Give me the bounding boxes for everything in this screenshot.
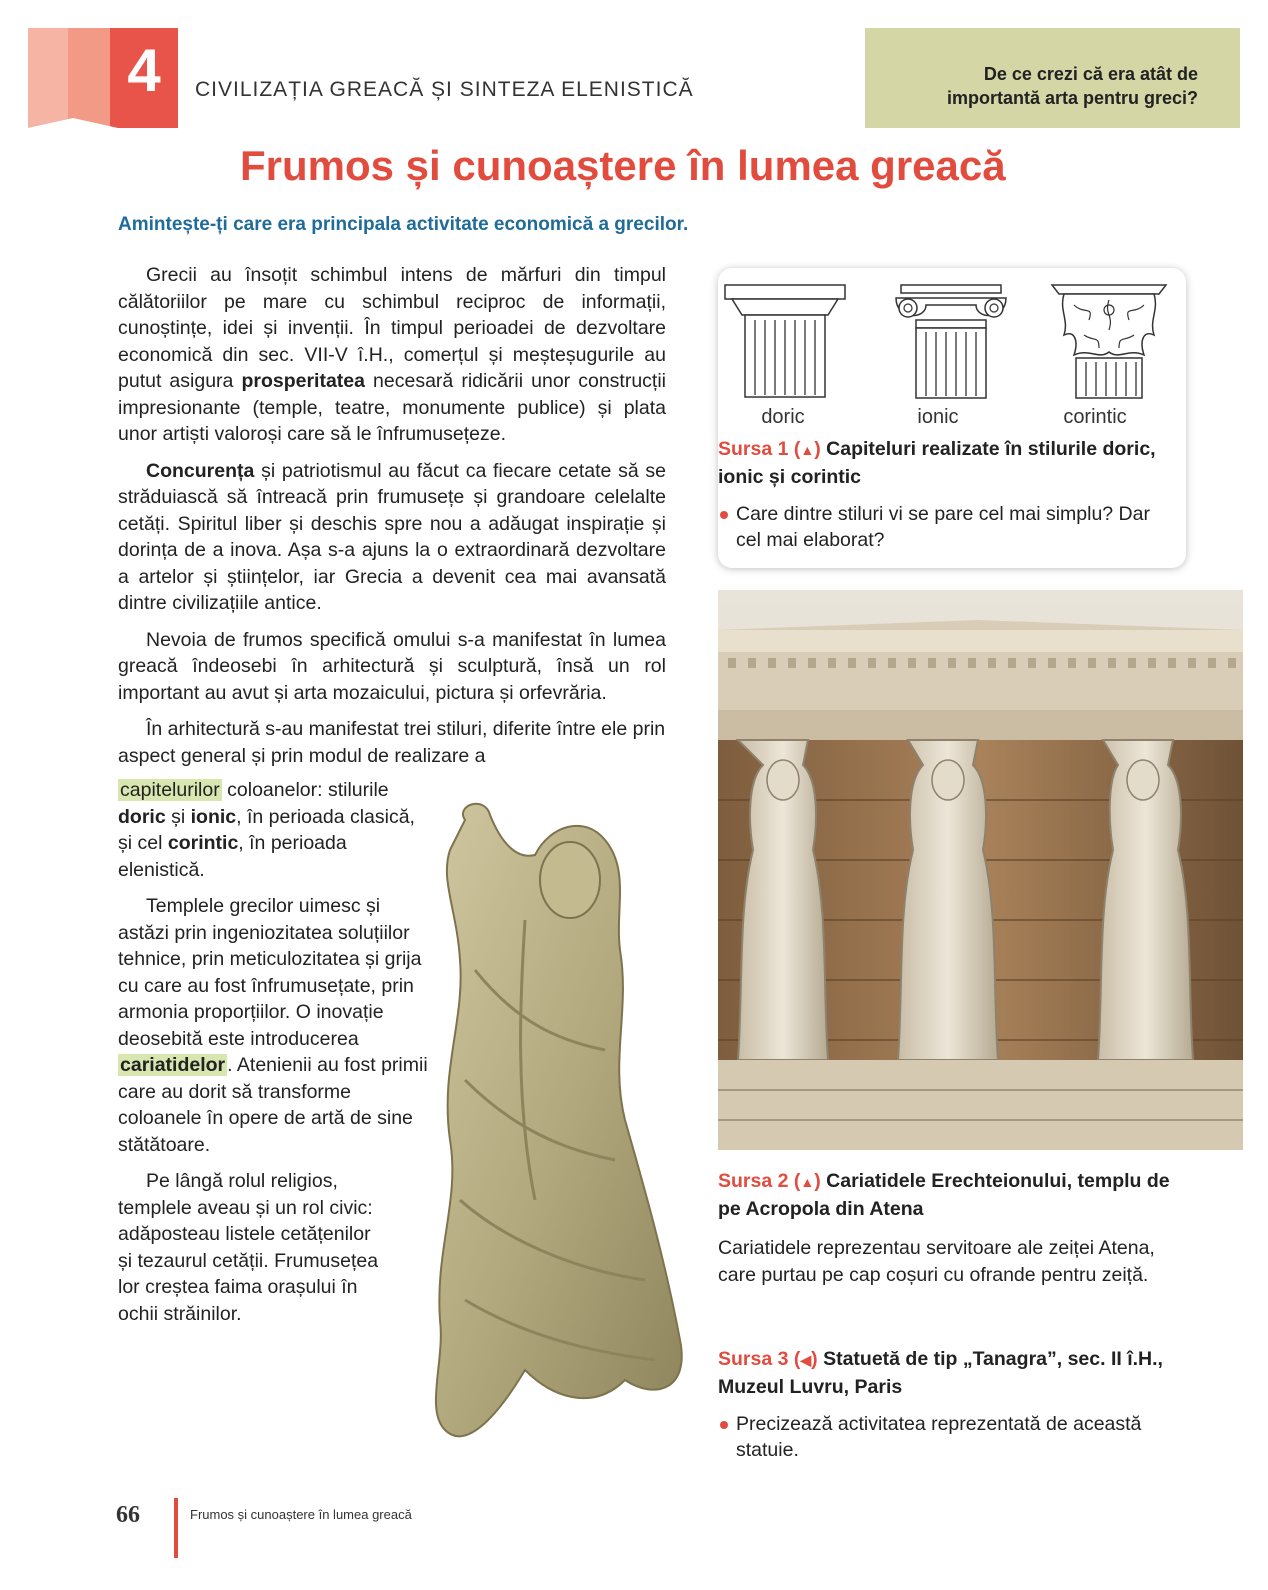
- paragraph-1: [118, 262, 666, 448]
- page-title: Frumos și cunoaștere în lumea greacă: [240, 142, 1006, 189]
- glossary-term-capitals[interactable]: capitelurilor: [120, 779, 220, 801]
- page-number: 66: [116, 1502, 140, 1528]
- keyword-doric: doric: [118, 805, 166, 828]
- text-span: coloanelor: stilurile: [221, 779, 389, 801]
- source-2-label: Sursa 2 (: [718, 1170, 801, 1192]
- paragraph-4-start: În arhitectură s-au manifestat trei stiluri, diferite între ele prin aspect general și prin modul de realizare a: [118, 718, 666, 767]
- recall-prompt: Amintește-ți care era principala activitate economică a grecilor.: [118, 214, 689, 235]
- source-1-title-text: Capiteluri realizate în stilurile doric, ionic și corintic: [718, 438, 1156, 488]
- paragraph-2: [118, 458, 666, 617]
- paragraph-5: [118, 893, 433, 1158]
- source-1-question: Care dintre stiluri vi se pare cel mai simplu? Dar cel mai elaborat?: [718, 501, 1158, 553]
- text-span: necesară ridicării unor construcții impresionante (temple, teatre, monumente publice) și plata unor artiști valoroși care să le înfrumusețeze.: [118, 370, 667, 445]
- corinthian-capital-icon: [1044, 280, 1174, 400]
- source-3-title-text: Statuetă de tip „Tanagra”, sec. II î.H., Muzeul Luvru, Paris: [718, 1348, 1163, 1398]
- text-span: și: [165, 805, 191, 828]
- arrow-up-icon: ▲: [800, 1174, 815, 1190]
- text-span: Grecii au însoțit schimbul intens de mărfuri din timpul călătoriilor pe mare cu schimbul reciproc de informații, cunoștințe, idei și invenții. În timpul perioadei de dezvoltare economică din sec. VII-V î.H., comerțul și meșteșugurile au putut asigura: [118, 264, 666, 392]
- source-1-card: [718, 268, 1186, 568]
- capital-label-ionic: ionic: [917, 406, 959, 428]
- intro-question-line-1: De ce crezi că era atât de: [983, 64, 1198, 84]
- text-span: , în perioada elenistică.: [118, 832, 347, 881]
- keyword-competition: Concurența: [146, 459, 255, 482]
- source-3-label: Sursa 3 (: [718, 1348, 801, 1370]
- glossary-term-caryatids[interactable]: cariatidelor: [120, 1054, 226, 1076]
- source-3-label-end: ): [811, 1348, 818, 1370]
- arrow-left-icon: ◀: [800, 1352, 812, 1368]
- text-span: . Atenienii au fost primii care au dorit să transforme coloanele în opere de artă de sine stătătoare.: [118, 1054, 428, 1156]
- footer-running-title: Frumos și cunoaștere în lumea greacă: [190, 1507, 412, 1522]
- text-span: , în perioada clasică, și cel: [118, 805, 415, 854]
- intro-question-line-2: importantă arta pentru greci?: [946, 88, 1198, 108]
- keyword-prosperity: prosperitatea: [241, 370, 365, 392]
- chapter-badge: [28, 28, 178, 128]
- main-text-column: [118, 262, 666, 769]
- text-span: Templele grecilor uimesc și astăzi prin ingeniozitatea soluțiilor tehnice, prin meticulozitatea și grija cu care au fost înfrumusețate, prin armonia proporțiilor. O inovație deosebită este introducerea: [118, 895, 422, 1050]
- source-2-title: [718, 1168, 1188, 1223]
- source-2-caption: [718, 1168, 1188, 1289]
- ionic-capital-icon: [886, 280, 1016, 400]
- arrow-up-icon: ▲: [800, 442, 815, 458]
- source-2-label-end: ): [814, 1170, 821, 1192]
- badge-notch: [28, 118, 118, 128]
- source-3-caption: [718, 1346, 1188, 1463]
- keyword-corinthian: corintic: [167, 832, 239, 854]
- chapter-title: CIVILIZAȚIA GREACĂ ȘI SINTEZA ELENISTICĂ: [195, 78, 694, 101]
- doric-capital-icon: [720, 280, 850, 400]
- tanagra-statuette-image: [405, 800, 695, 1450]
- source-1-title: [718, 436, 1158, 491]
- keyword-ionic: ionic: [190, 805, 237, 828]
- source-1-label-end: ): [814, 438, 821, 460]
- source-1-caption: [718, 436, 1158, 553]
- intro-question-box: [865, 28, 1240, 128]
- source-2-description: Cariatidele reprezentau servitoare ale zeiței Atena, care purtau pe cap coșuri cu ofrande pentru zeiță.: [718, 1237, 1155, 1286]
- footer-divider: [174, 1498, 178, 1558]
- capital-label-doric: doric: [761, 406, 805, 428]
- narrow-text-column: [118, 777, 433, 1337]
- source-3-question: Precizează activitatea reprezentată de această statuie.: [718, 1411, 1188, 1463]
- chapter-number: 4: [127, 37, 161, 104]
- statuette-head: [540, 842, 600, 918]
- capital-label-corinthian: corintic: [1063, 406, 1127, 428]
- caryatid-figures: [738, 740, 1193, 1060]
- caryatids-photo: [718, 590, 1243, 1150]
- paragraph-3: Nevoia de frumos specifică omului s-a manifestat în lumea greacă îndeosebi în arhitectură și sculptură, însă un rol important au avut și arta mozaicului, pictura și orfevrăria.: [118, 628, 666, 704]
- source-3-title: [718, 1346, 1188, 1401]
- paragraph-6: Pe lângă rolul religios, templele aveau și un rol civic: adăposteau listele cetățenilor și tezaurul cetății. Frumusețea lor creștea faima orașului în ochii străinilor.: [118, 1170, 379, 1325]
- source-2-title-text: Cariatidele Erechteionului, templu de pe Acropola din Atena: [718, 1170, 1170, 1220]
- paragraph-4-end: [118, 777, 433, 883]
- text-span: și patriotismul au făcut ca fiecare cetate să se străduiască să întreacă prin frumusețe și grandoare celelalte cetăți. Spiritul liber și deschis spre nou a adăugat inspirație și dorința de a inova. Așa s-a ajuns la o extraordinară dezvoltare a artelor și științelor, iar Grecia a devenit cea mai avansată dintre civilizațiile antice.: [118, 459, 666, 614]
- source-1-label: Sursa 1 (: [718, 438, 801, 460]
